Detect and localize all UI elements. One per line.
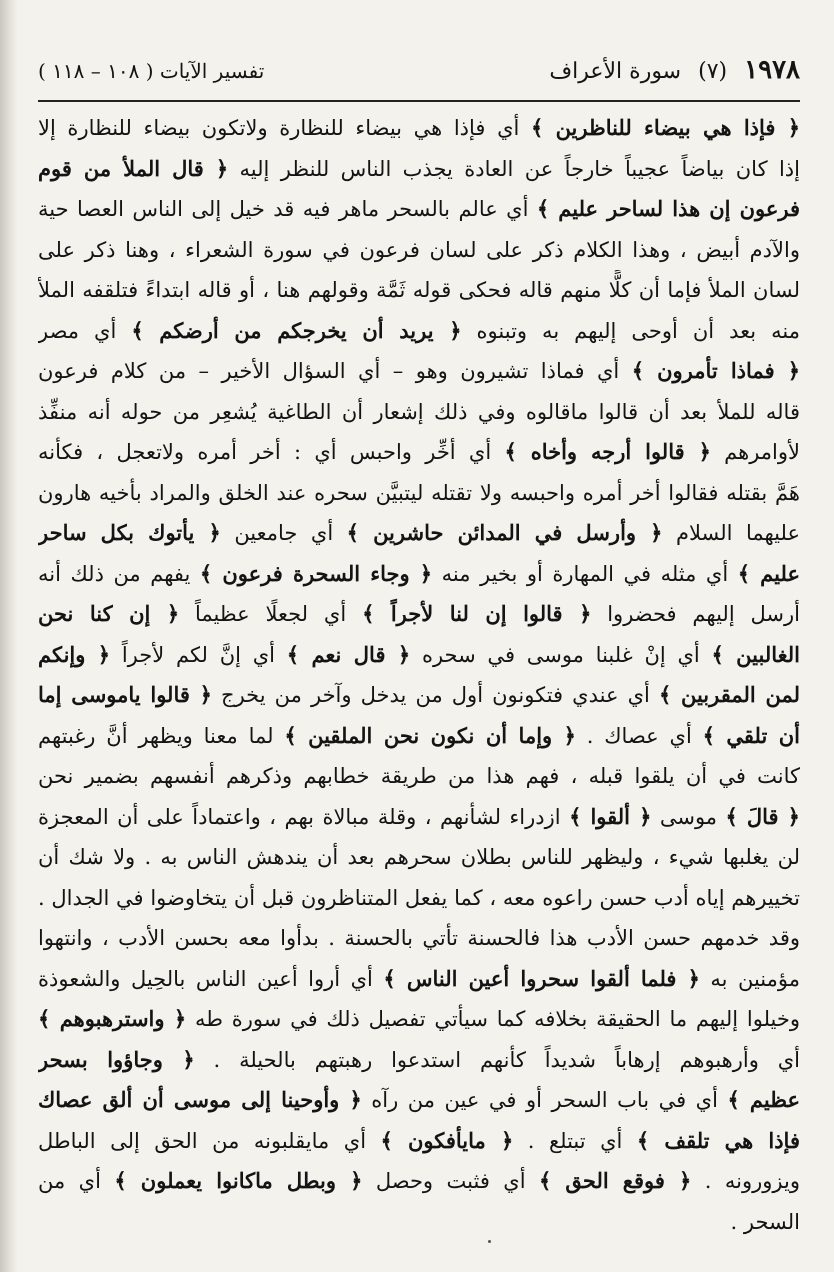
text-line: كانت في أن يلقوا قبله ، فهم هذا من طريقة خطابهم وذكرهم أنفسهم بضمير نحن <box>38 764 800 788</box>
text-line: والآدم أبيض ، وهذا الكلام ذكر على لسان فرعون في سورة الشعراء ، وهنا ذكر على <box>38 237 800 262</box>
text-line: مؤمنين به ﴿ فلما ألقوا سحروا أعين الناس ﴾ أي أروا أعين الناس بالحِيل والشعوذة <box>38 965 800 991</box>
header-right <box>539 48 800 94</box>
text-line: ويزورونه . ﴿ فوقع الحق ﴾ أي فثبت وحصل ﴿ وبطل ماكانوا يعملون ﴾ أي من <box>38 1168 800 1193</box>
text-line: لمن المقربين ﴾ أي عندي فتكونون أول من يدخل وآخر من يخرج ﴿ قالوا ياموسى إما <box>38 682 800 707</box>
text-line: أن تلقي ﴾ أي عصاك . ﴿ وإما أن نكون نحن الملقين ﴾ لما معنا ويظهر أنَّ رغبتهم <box>38 722 800 748</box>
text-line: الغالبين ﴾ أي إنْ غلبنا موسى في سحره ﴿ قال نعم ﴾ أي إنَّ لكم لأجراً ﴿ وإنكم <box>38 641 800 667</box>
text-line: لن يغلبها شيء ، وليظهر للناس بطلان سحرهم بعد أن يندهش الناس به . ولا شك أن <box>38 845 800 869</box>
stray-ink-mark <box>488 1240 491 1243</box>
text-line: أي وأرهبوهم إرهاباً شديداً كأنهم استدعوا رهبتهم بالحيلة . ﴿ وجاؤوا بسحر <box>38 1046 800 1072</box>
binding-shadow <box>0 0 18 1272</box>
text-line: لسان الملأ فإما أن كلًّا منهم قاله فحكى قوله ثَمَّة وقولهم هنا ، أو قاله ابتداءً فتلقفه الملأ <box>38 278 800 302</box>
text-line: لأوامرهم ﴿ قالوا أرجه وأخاه ﴾ أي أخِّر واحبس أي : أخر أمره ولاتعجل ، فكأنه <box>38 439 800 464</box>
book-page <box>38 48 800 1242</box>
text-line: وقد خدمهم حسن الأدب هذا فالحسنة تأتي بالحسنة . بدأوا معه بحسن الأدب ، وانتهوا <box>38 926 800 950</box>
text-line: منه بعد أن أوحى إليهم به وتبنوه ﴿ يريد أن يخرجكم من أرضكم ﴾ أي مصر <box>38 317 800 343</box>
text-line: عليم ﴾ أي مثله في المهارة أو بخير منه ﴿ وجاء السحرة فرعون ﴾ يفهم من ذلك أنه <box>38 560 800 586</box>
page-number: ١٩٧٨ <box>744 55 800 85</box>
text-line: عظيم ﴾ أي في باب السحر أو في عين من رآه ﴿ وأوحينا إلى موسى أن ألق عصاك <box>38 1087 800 1112</box>
text-line: أرسل إليهم فحضروا ﴿ قالوا إن لنا لأجراً ﴾ أي لجعلًا عظيماً ﴿ إن كنا نحن <box>38 601 800 626</box>
page-header <box>38 48 800 102</box>
text-line: فرعون إن هذا لساحر عليم ﴾ أي عالم بالسحر ماهر فيه قد خيل إلى الناس العصا حية <box>38 196 800 221</box>
surah-number: (٧) <box>698 59 728 84</box>
text-line: هَمَّ بقتله فقالوا أخر أمره واحبسه ولا تقتله ليتبيَّن سحره عند الخلق والمراد بأخيه هارون <box>38 480 800 505</box>
text-line: قاله للملأ بعد أن قالوا ماقالوه وفي ذلك إشعار أن الطاغية يُشعِر من حوله أنه منفِّذ <box>38 399 800 424</box>
text-line: ﴿ فإذا هي بيضاء للناظرين ﴾ أي فإذا هي بيضاء للنظارة ولاتكون بيضاء للنظارة إلا <box>38 115 800 140</box>
text-line: إذا كان بياضاً عجيباً خارجاً عن العادة يجذب الناس للنظر إليه ﴿ قال الملأ من قوم <box>38 155 800 181</box>
text-line: عليهما السلام ﴿ وأرسل في المدائن حاشرين ﴾ أي جامعين ﴿ يأتوك بكل ساحر <box>38 520 800 545</box>
text-line: تخييرهم إياه أدب حسن راعوه معه ، كما يفعل المتناظرون قبل أن يتخاوضوا في الجدال . <box>38 885 800 910</box>
text-line: السحر . <box>730 1209 800 1234</box>
text-line: فإذا هي تلقف ﴾ أي تبتلع . ﴿ مايأفكون ﴾ أي مايقلبونه من الحق إلى الباطل <box>38 1127 800 1153</box>
section-title: تفسير الآيات ( ١٠٨ – ١١٨ ) <box>38 59 265 83</box>
text-line: وخيلوا إليهم ما الحقيقة بخلافه كما سيأتي تفصيل ذلك في سورة طه ﴿ واسترهبوهم ﴾ <box>38 1006 800 1031</box>
surah-name: سورة الأعراف <box>549 59 682 84</box>
body-text <box>38 108 800 1242</box>
text-line: ﴿ قالَ ﴾ موسى ﴿ ألقوا ﴾ ازدراء لشأنهم ، وقلة مبالاة بهم ، واعتماداً على أن المعجزة <box>38 803 800 829</box>
text-line: ﴿ فماذا تأمرون ﴾ أي فماذا تشيرون وهو – أي السؤال الأخير – من كلام فرعون <box>38 358 800 383</box>
